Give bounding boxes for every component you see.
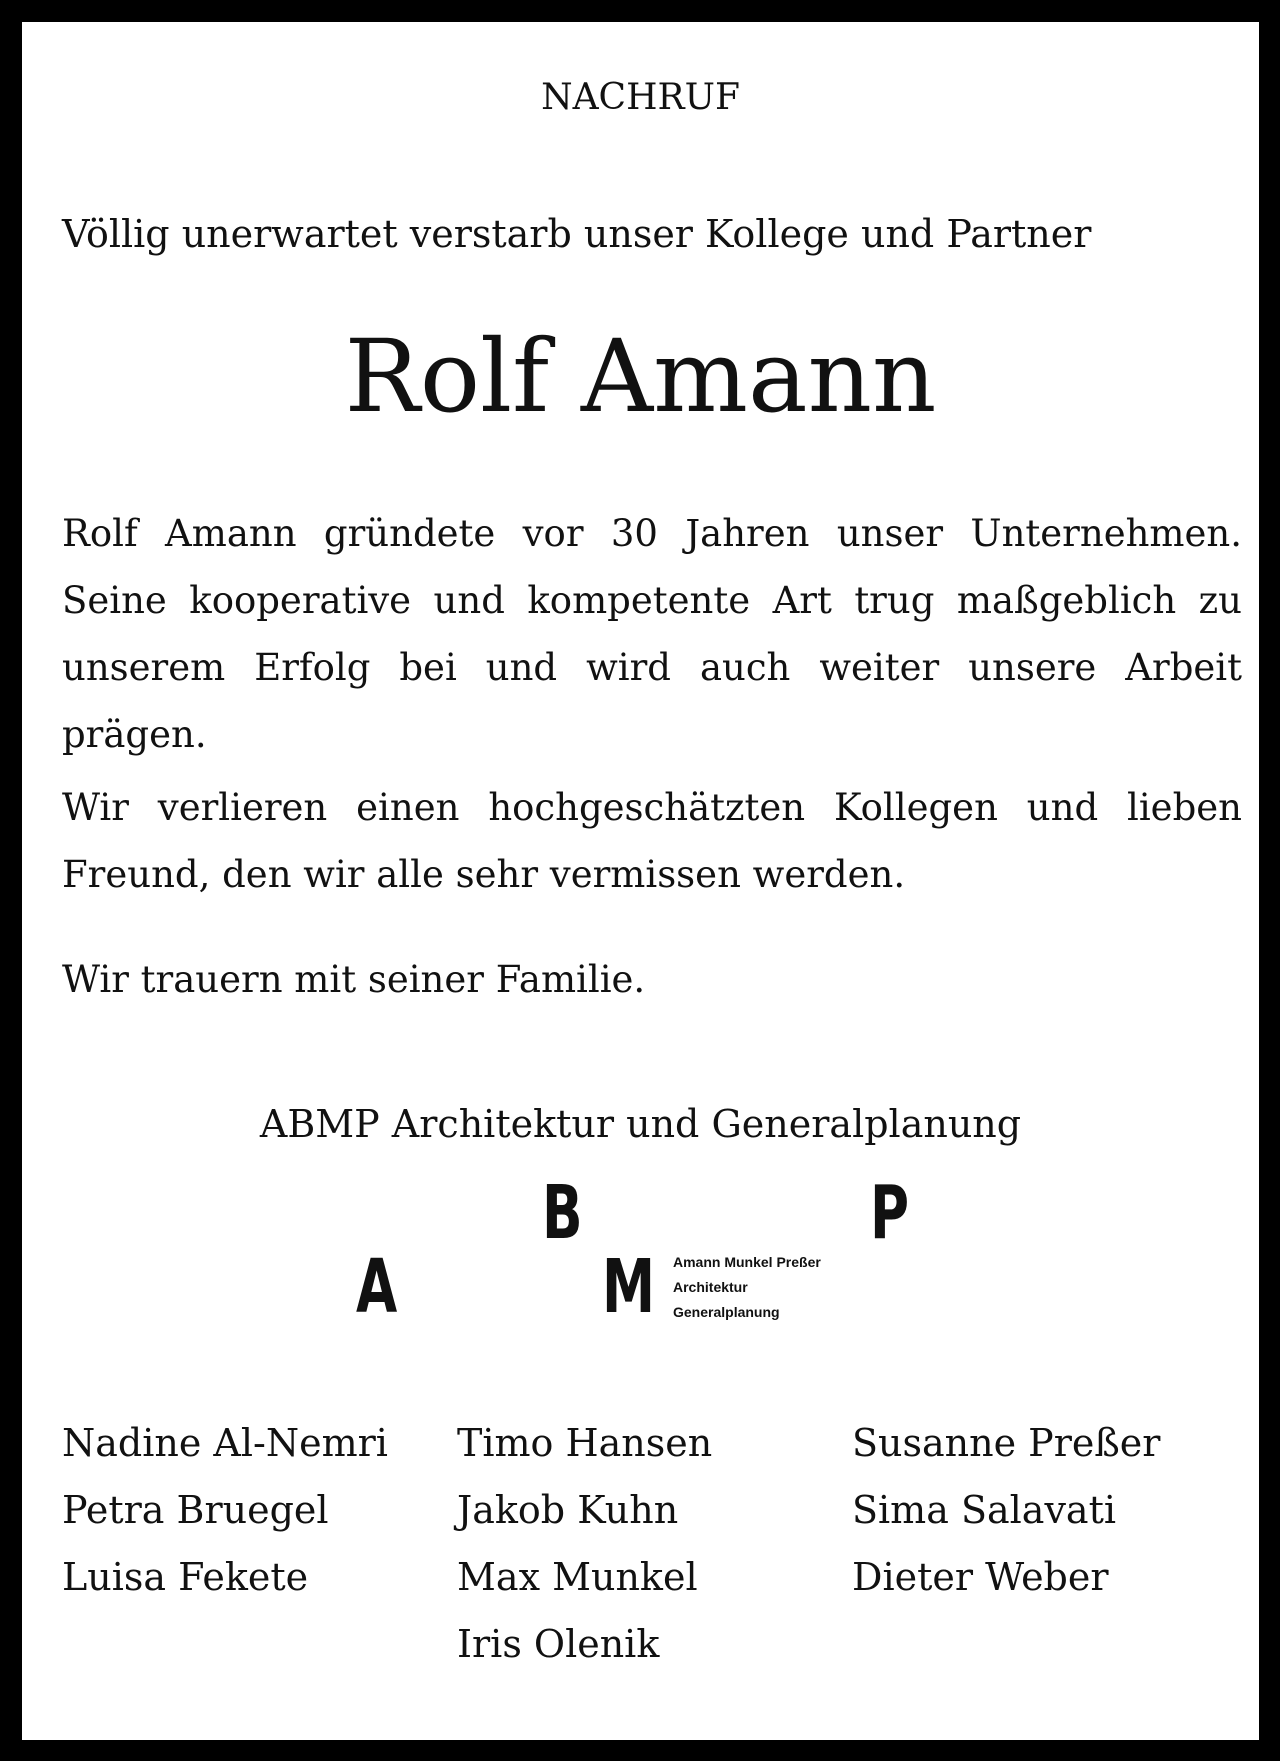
logo-line-generalplanung: Generalplanung bbox=[673, 1304, 780, 1320]
staff-column-3 bbox=[852, 1410, 1160, 1611]
staff-column-2 bbox=[457, 1410, 712, 1678]
logo-letter-b: B bbox=[542, 1170, 583, 1256]
logo-letter-m: M bbox=[602, 1244, 656, 1330]
staff-name: Max Munkel bbox=[457, 1555, 698, 1599]
paragraph-founding: Rolf Amann gründete vor 30 Jahren unser Unternehmen. Seine kooperative und kompetente Art trug maßgeblich zu unserem Erfolg bei und wird auch weiter unsere Arbeit prägen. bbox=[62, 512, 1242, 756]
paragraph-loss: Wir verlieren einen hochgeschätzten Kollegen und lieben Freund, den wir alle sehr vermissen werden. bbox=[62, 786, 1242, 896]
deceased-name: Rolf Amann bbox=[344, 318, 937, 435]
obituary-card bbox=[22, 22, 1259, 1740]
logo-letter-p: P bbox=[870, 1170, 910, 1256]
staff-name: Luisa Fekete bbox=[62, 1555, 309, 1599]
staff-name: Iris Olenik bbox=[457, 1622, 660, 1666]
staff-name: Timo Hansen bbox=[457, 1421, 713, 1465]
intro-line: Völlig unerwartet verstarb unser Kollege und Partner bbox=[62, 212, 1092, 256]
logo-subtitle bbox=[673, 1250, 821, 1325]
logo-letter-a: A bbox=[356, 1244, 398, 1330]
logo-line-architektur: Architektur bbox=[673, 1279, 748, 1295]
staff-column-1 bbox=[62, 1410, 388, 1611]
staff-name: Jakob Kuhn bbox=[457, 1488, 679, 1532]
staff-name: Susanne Preßer bbox=[852, 1421, 1161, 1465]
staff-name: Petra Bruegel bbox=[62, 1488, 329, 1532]
staff-name: Sima Salavati bbox=[852, 1488, 1116, 1532]
logo-line-partners: Amann Munkel Preßer bbox=[673, 1254, 821, 1270]
company-name: ABMP Architektur und Generalplanung bbox=[259, 1102, 1022, 1146]
notice-heading: NACHRUF bbox=[541, 77, 740, 118]
paragraph-mourning: Wir trauern mit seiner Familie. bbox=[62, 958, 646, 1001]
staff-name: Dieter Weber bbox=[852, 1555, 1109, 1599]
staff-name: Nadine Al-Nemri bbox=[62, 1421, 388, 1465]
